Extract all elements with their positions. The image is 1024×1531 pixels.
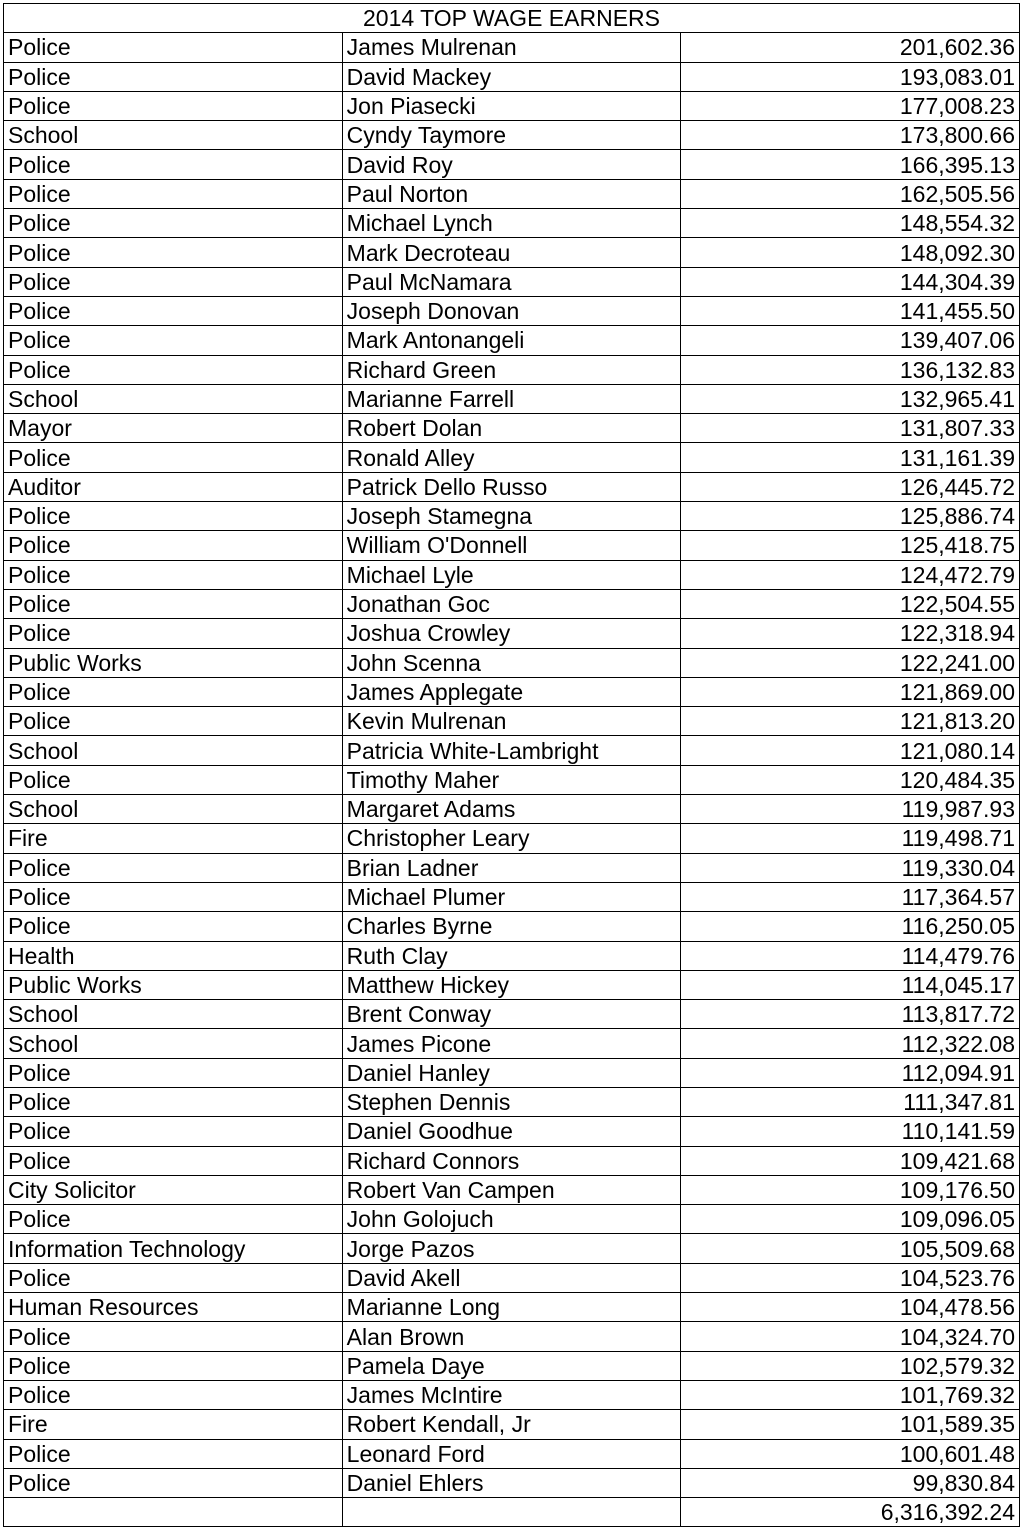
- name-cell: Paul Norton: [342, 179, 681, 208]
- name-cell: Pamela Daye: [342, 1351, 681, 1380]
- table-row: [4, 853, 1020, 882]
- total-row: [4, 1498, 1020, 1527]
- amount-cell: 124,472.79: [681, 560, 1020, 589]
- amount-cell: 114,045.17: [681, 970, 1020, 999]
- name-cell: David Roy: [342, 150, 681, 179]
- table-row: [4, 1351, 1020, 1380]
- table-row: [4, 443, 1020, 472]
- table-row: [4, 1146, 1020, 1175]
- name-cell: Robert Dolan: [342, 414, 681, 443]
- table-row: [4, 912, 1020, 941]
- department-cell: Police: [4, 1146, 343, 1175]
- department-cell: Police: [4, 62, 343, 91]
- table-row: [4, 1058, 1020, 1087]
- amount-cell: 148,554.32: [681, 209, 1020, 238]
- table-row: [4, 355, 1020, 384]
- amount-cell: 104,523.76: [681, 1263, 1020, 1292]
- table-row: [4, 209, 1020, 238]
- table-row: [4, 1029, 1020, 1058]
- department-cell: Police: [4, 707, 343, 736]
- department-cell: School: [4, 736, 343, 765]
- department-cell: Police: [4, 1263, 343, 1292]
- table-row: [4, 589, 1020, 618]
- name-cell: Christopher Leary: [342, 824, 681, 853]
- name-cell: Ruth Clay: [342, 941, 681, 970]
- department-cell: Police: [4, 1380, 343, 1409]
- table-row: [4, 619, 1020, 648]
- amount-cell: 101,769.32: [681, 1380, 1020, 1409]
- amount-cell: 131,807.33: [681, 414, 1020, 443]
- amount-cell: 104,324.70: [681, 1322, 1020, 1351]
- amount-cell: 117,364.57: [681, 882, 1020, 911]
- department-cell: Public Works: [4, 648, 343, 677]
- name-cell: James Applegate: [342, 677, 681, 706]
- table-row: [4, 1205, 1020, 1234]
- amount-cell: 113,817.72: [681, 1000, 1020, 1029]
- name-cell: Jonathan Goc: [342, 589, 681, 618]
- amount-cell: 104,478.56: [681, 1293, 1020, 1322]
- name-cell: Robert Van Campen: [342, 1175, 681, 1204]
- amount-cell: 119,987.93: [681, 795, 1020, 824]
- department-cell: Police: [4, 765, 343, 794]
- table-row: [4, 33, 1020, 62]
- amount-cell: 121,080.14: [681, 736, 1020, 765]
- amount-cell: 116,250.05: [681, 912, 1020, 941]
- name-cell: John Golojuch: [342, 1205, 681, 1234]
- name-cell: Cyndy Taymore: [342, 121, 681, 150]
- name-cell: Daniel Hanley: [342, 1058, 681, 1087]
- total-department-cell: [4, 1498, 343, 1527]
- department-cell: Police: [4, 33, 343, 62]
- name-cell: Mark Decroteau: [342, 238, 681, 267]
- name-cell: John Scenna: [342, 648, 681, 677]
- department-cell: School: [4, 1000, 343, 1029]
- amount-cell: 100,601.48: [681, 1439, 1020, 1468]
- department-cell: Police: [4, 1468, 343, 1497]
- department-cell: Police: [4, 1439, 343, 1468]
- department-cell: Police: [4, 91, 343, 120]
- department-cell: Police: [4, 267, 343, 296]
- department-cell: Police: [4, 502, 343, 531]
- department-cell: Health: [4, 941, 343, 970]
- table-row: [4, 824, 1020, 853]
- table-row: [4, 1439, 1020, 1468]
- amount-cell: 173,800.66: [681, 121, 1020, 150]
- department-cell: School: [4, 795, 343, 824]
- name-cell: Marianne Long: [342, 1293, 681, 1322]
- department-cell: Information Technology: [4, 1234, 343, 1263]
- amount-cell: 201,602.36: [681, 33, 1020, 62]
- department-cell: Mayor: [4, 414, 343, 443]
- name-cell: Joseph Stamegna: [342, 502, 681, 531]
- department-cell: Police: [4, 296, 343, 325]
- name-cell: Joseph Donovan: [342, 296, 681, 325]
- table-row: [4, 1380, 1020, 1409]
- name-cell: Richard Connors: [342, 1146, 681, 1175]
- name-cell: Patricia White-Lambright: [342, 736, 681, 765]
- department-cell: Police: [4, 1058, 343, 1087]
- table-row: [4, 1117, 1020, 1146]
- table-row: [4, 267, 1020, 296]
- amount-cell: 139,407.06: [681, 326, 1020, 355]
- amount-cell: 102,579.32: [681, 1351, 1020, 1380]
- table-row: [4, 795, 1020, 824]
- table-row: [4, 736, 1020, 765]
- department-cell: Police: [4, 1087, 343, 1116]
- name-cell: William O'Donnell: [342, 531, 681, 560]
- amount-cell: 125,886.74: [681, 502, 1020, 531]
- department-cell: School: [4, 121, 343, 150]
- department-cell: Police: [4, 531, 343, 560]
- name-cell: Alan Brown: [342, 1322, 681, 1351]
- amount-cell: 119,498.71: [681, 824, 1020, 853]
- department-cell: Police: [4, 1351, 343, 1380]
- amount-cell: 193,083.01: [681, 62, 1020, 91]
- department-cell: Fire: [4, 1410, 343, 1439]
- amount-cell: 112,094.91: [681, 1058, 1020, 1087]
- amount-cell: 177,008.23: [681, 91, 1020, 120]
- table-row: [4, 502, 1020, 531]
- department-cell: Human Resources: [4, 1293, 343, 1322]
- title-row: [4, 4, 1020, 33]
- name-cell: Michael Lyle: [342, 560, 681, 589]
- name-cell: Marianne Farrell: [342, 384, 681, 413]
- amount-cell: 109,096.05: [681, 1205, 1020, 1234]
- amount-cell: 119,330.04: [681, 853, 1020, 882]
- name-cell: Leonard Ford: [342, 1439, 681, 1468]
- name-cell: Daniel Ehlers: [342, 1468, 681, 1497]
- name-cell: Stephen Dennis: [342, 1087, 681, 1116]
- name-cell: Brian Ladner: [342, 853, 681, 882]
- amount-cell: 122,318.94: [681, 619, 1020, 648]
- department-cell: Police: [4, 1205, 343, 1234]
- amount-cell: 131,161.39: [681, 443, 1020, 472]
- department-cell: Police: [4, 1322, 343, 1351]
- table-row: [4, 1410, 1020, 1439]
- department-cell: Police: [4, 209, 343, 238]
- amount-cell: 120,484.35: [681, 765, 1020, 794]
- department-cell: School: [4, 1029, 343, 1058]
- name-cell: Michael Plumer: [342, 882, 681, 911]
- name-cell: Timothy Maher: [342, 765, 681, 794]
- name-cell: David Akell: [342, 1263, 681, 1292]
- table-row: [4, 121, 1020, 150]
- table-row: [4, 648, 1020, 677]
- amount-cell: 162,505.56: [681, 179, 1020, 208]
- table-row: [4, 238, 1020, 267]
- department-cell: Police: [4, 150, 343, 179]
- name-cell: Matthew Hickey: [342, 970, 681, 999]
- department-cell: Police: [4, 1117, 343, 1146]
- amount-cell: 122,504.55: [681, 589, 1020, 618]
- table-row: [4, 91, 1020, 120]
- name-cell: James McIntire: [342, 1380, 681, 1409]
- table-row: [4, 1175, 1020, 1204]
- department-cell: Police: [4, 355, 343, 384]
- amount-cell: 121,869.00: [681, 677, 1020, 706]
- name-cell: James Mulrenan: [342, 33, 681, 62]
- amount-cell: 109,176.50: [681, 1175, 1020, 1204]
- name-cell: Paul McNamara: [342, 267, 681, 296]
- department-cell: School: [4, 384, 343, 413]
- table-row: [4, 1087, 1020, 1116]
- department-cell: Fire: [4, 824, 343, 853]
- table-row: [4, 1000, 1020, 1029]
- amount-cell: 125,418.75: [681, 531, 1020, 560]
- table-row: [4, 472, 1020, 501]
- amount-cell: 122,241.00: [681, 648, 1020, 677]
- department-cell: Police: [4, 912, 343, 941]
- department-cell: Police: [4, 677, 343, 706]
- table-row: [4, 941, 1020, 970]
- table-title: 2014 TOP WAGE EARNERS: [4, 4, 1020, 33]
- table-row: [4, 1263, 1020, 1292]
- amount-cell: 166,395.13: [681, 150, 1020, 179]
- name-cell: Richard Green: [342, 355, 681, 384]
- name-cell: Michael Lynch: [342, 209, 681, 238]
- wage-earners-table: [3, 3, 1020, 1527]
- department-cell: Police: [4, 589, 343, 618]
- table-body: [4, 33, 1020, 1498]
- table-row: [4, 414, 1020, 443]
- table-row: [4, 677, 1020, 706]
- amount-cell: 121,813.20: [681, 707, 1020, 736]
- amount-cell: 112,322.08: [681, 1029, 1020, 1058]
- amount-cell: 141,455.50: [681, 296, 1020, 325]
- name-cell: Margaret Adams: [342, 795, 681, 824]
- department-cell: Police: [4, 179, 343, 208]
- table-row: [4, 707, 1020, 736]
- name-cell: David Mackey: [342, 62, 681, 91]
- table-row: [4, 1293, 1020, 1322]
- name-cell: Ronald Alley: [342, 443, 681, 472]
- amount-cell: 109,421.68: [681, 1146, 1020, 1175]
- table-row: [4, 1234, 1020, 1263]
- table-row: [4, 1322, 1020, 1351]
- total-amount-cell: 6,316,392.24: [681, 1498, 1020, 1527]
- name-cell: Patrick Dello Russo: [342, 472, 681, 501]
- department-cell: Police: [4, 882, 343, 911]
- name-cell: Mark Antonangeli: [342, 326, 681, 355]
- table-row: [4, 970, 1020, 999]
- department-cell: Police: [4, 560, 343, 589]
- department-cell: Police: [4, 619, 343, 648]
- amount-cell: 101,589.35: [681, 1410, 1020, 1439]
- name-cell: Kevin Mulrenan: [342, 707, 681, 736]
- amount-cell: 144,304.39: [681, 267, 1020, 296]
- table-row: [4, 296, 1020, 325]
- name-cell: Daniel Goodhue: [342, 1117, 681, 1146]
- table-row: [4, 882, 1020, 911]
- amount-cell: 99,830.84: [681, 1468, 1020, 1497]
- table-row: [4, 560, 1020, 589]
- table-row: [4, 1468, 1020, 1497]
- table-row: [4, 150, 1020, 179]
- amount-cell: 136,132.83: [681, 355, 1020, 384]
- name-cell: Jon Piasecki: [342, 91, 681, 120]
- name-cell: Jorge Pazos: [342, 1234, 681, 1263]
- table-row: [4, 531, 1020, 560]
- amount-cell: 132,965.41: [681, 384, 1020, 413]
- amount-cell: 111,347.81: [681, 1087, 1020, 1116]
- name-cell: Robert Kendall, Jr: [342, 1410, 681, 1439]
- amount-cell: 114,479.76: [681, 941, 1020, 970]
- name-cell: James Picone: [342, 1029, 681, 1058]
- department-cell: Auditor: [4, 472, 343, 501]
- department-cell: Police: [4, 326, 343, 355]
- name-cell: Joshua Crowley: [342, 619, 681, 648]
- department-cell: Police: [4, 238, 343, 267]
- total-name-cell: [342, 1498, 681, 1527]
- name-cell: Charles Byrne: [342, 912, 681, 941]
- department-cell: Public Works: [4, 970, 343, 999]
- table-row: [4, 326, 1020, 355]
- table-row: [4, 765, 1020, 794]
- table-row: [4, 179, 1020, 208]
- amount-cell: 148,092.30: [681, 238, 1020, 267]
- department-cell: Police: [4, 853, 343, 882]
- amount-cell: 110,141.59: [681, 1117, 1020, 1146]
- amount-cell: 126,445.72: [681, 472, 1020, 501]
- table-row: [4, 384, 1020, 413]
- department-cell: City Solicitor: [4, 1175, 343, 1204]
- table-row: [4, 62, 1020, 91]
- department-cell: Police: [4, 443, 343, 472]
- name-cell: Brent Conway: [342, 1000, 681, 1029]
- amount-cell: 105,509.68: [681, 1234, 1020, 1263]
